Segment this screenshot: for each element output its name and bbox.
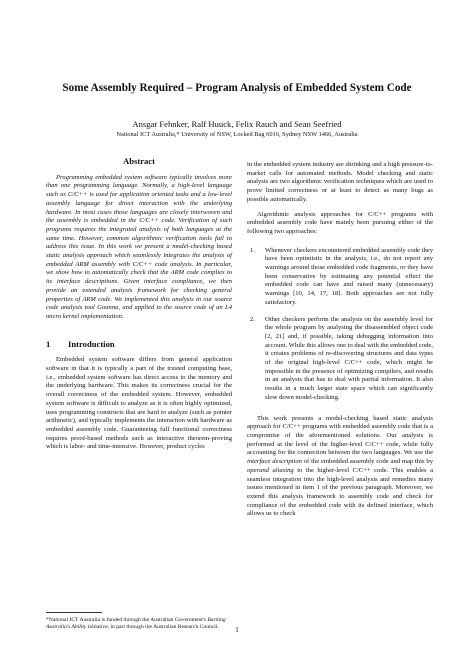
section-title: Introduction [68, 338, 115, 349]
right-paragraph-1: in the embedded system industry are shrinking and a high pressure-to-market calls for automated methods. Model checking and static analysis are two algorithmic verification techniques which are used to prove limited correctness or at least to detect as many bugs as possible automatically. [247, 161, 433, 203]
list-item-number: 2. [250, 315, 255, 323]
footnote-rule [46, 612, 102, 613]
list-item [247, 316, 433, 403]
section-number: 1 [46, 338, 51, 349]
intro-paragraph: Embedded system software differs from general application software in that it is typically a part of the trusted computing base, i.e., embedded system software has direct access to the memory and the underlying hardware. This makes its correctness crucial for the overall correctness of the embedded system. However, embedded system software is difficult to analyze as it is often highly optimized, uses programming constructs that are hard to analyze (such as pointer arithmetic), and typically implements the interaction with hardware as embedded assembly code. Guaranteeing full functional correctness requires proof-based methods such as interactive theorem-proving which is labor- and time-intensive. However, product cycles [46, 356, 232, 451]
left-column [46, 157, 232, 452]
abstract-text: Programming embedded system software typically involves more than one programming language. Normally, a high-level language such as C/C++ is used for application oriented tasks and a low-level assembly language for direct interaction with the underlying hardware. In most cases those languages are closely interwoven and the assembly is embedded in the C/C++ code. Verification of such programs requires the integrated analysis of both languages at the same time. However, common algorithmic verification tools fail to address this issue. In this work we present a model-checking based static analysis approach which seamlessly integrates the analysis of embedded ARM assembly with C/C++ code analysis. In particular, we show how to automatically check that the ARM code complies to its interface descriptions. Given interface compliance, we then provide an extended analysis framework for checking general properties of ARM code. We implemented this analysis in our source code analysis tool Goanna, and applied to the source code of an L4 micro kernel implementation. [46, 173, 232, 320]
emphasis: Backing Australia's Ability [46, 617, 226, 630]
list-item [247, 247, 433, 308]
text-run: *National ICT Australia is funded through the Australian Government's [46, 617, 208, 623]
paper-title: Some Assembly Required – Program Analysis of Embedded System Code [62, 82, 412, 94]
author-list: Ansgar Fehnker, Ralf Huuck, Felix Rauch and Sean Seefried [132, 119, 342, 129]
page-number: 1 [235, 626, 239, 634]
right-paragraph-2: Algorithmic analysis approaches for C/C++ programs with embedded assembly code have mainly been pursuing either of the following two approaches: [247, 210, 433, 235]
emphasis: interface description [247, 458, 302, 466]
list-item-text: Whenever checkers encountered embedded assembly code they have been optimistic in the analysis, i.e., do not report any warnings around those embedded code fragments, or they have been conservative by estimating any potential effect the embedded code can have and raised many (unnecessary) warnings [10, 14, 17, 18]. Both approaches are not fully satisfactory. [265, 246, 433, 306]
right-column [247, 161, 433, 519]
text-run: initiative, in part through the Australian Research Council. [86, 624, 219, 630]
text-run: This work presents a model-checking based static analysis approach for C/C++ programs with embedded assembly code that is a compromise of the aforementioned solutions. Our analysis is performed at the level of the higher-level C/C++ code, while fully accounting for the connection between the two languages. We use the [247, 414, 433, 457]
affiliation: National ICT Australia,* University of NSW, Locked Bag 6016, Sydney NSW 1466, Australia [116, 131, 358, 138]
text-run: of the embedded assembly code and map this by [301, 458, 433, 466]
approach-list [247, 247, 433, 403]
abstract-heading: Abstract [123, 156, 155, 166]
section-heading-introduction [46, 340, 232, 349]
list-item-text: Other checkers perform the analysis on the assembly level for the whole program by analysing the disassembled object code [2, 21] and, if possible, taking debugging information into account. While this allows one to deal with the embedded code, it creates problems of re-discovering structures and data types of the original high-level C/C++ code, which might be impossible in the presence of optimizing compilers, and results in an analysis that has to deal with partial information. It also results in a much larger state space which can significantly slow down model-checking. [265, 315, 433, 401]
emphasis: operand aliasing [247, 466, 294, 474]
right-paragraph-3 [247, 415, 433, 519]
list-item-number: 1. [250, 246, 255, 254]
text-run: to the higher-level C/C++ code. This enables a seamless integration into the high-level analysis and remedies many issues mentioned in item 1 of the previous paragraph. Moreover, we extend this analysis framework to assembly code and check for compliance of the embedded code with its defined interface, which allows us to check [247, 466, 433, 518]
